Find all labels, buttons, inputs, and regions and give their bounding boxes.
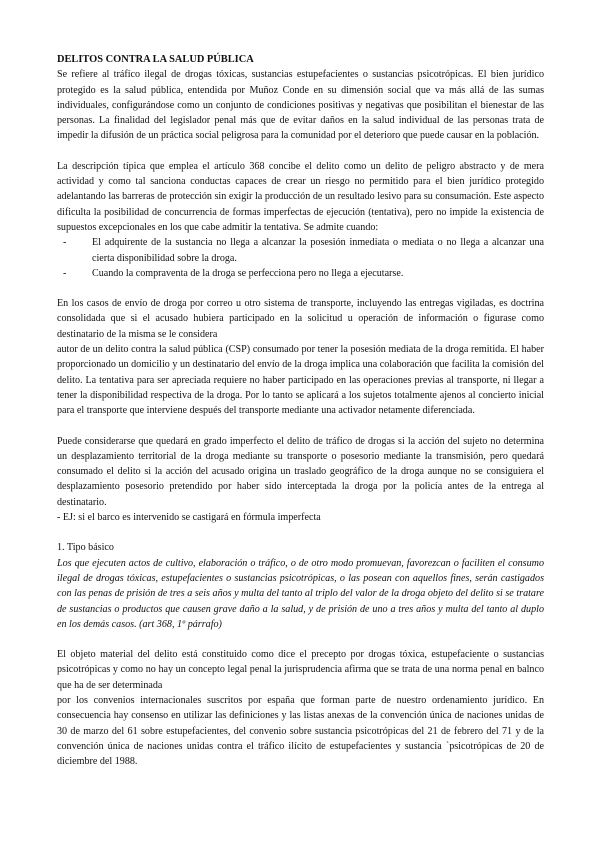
paragraph-material-object: El objeto material del delito está constituido como dice el precepto por drogas tóxica, estupefaciente o sustancias psicotrópicas y como no hay un concepto legal penal la jurisprudencia afirma que se trata de una norma penal en balnco que ha de ser determinada [57, 649, 544, 691]
section-heading: 1. Tipo básico [57, 542, 114, 554]
list-item: - Cuando la compraventa de la droga se perfecciona pero no llega a ejecutarse. [57, 266, 544, 281]
example-line: - EJ: si el barco es intervenido se castigará en fórmula imperfecta [57, 512, 321, 524]
paragraph-intro: Se refiere al tráfico ilegal de drogas tóxicas, sustancias estupefacientes o sustancias psicotrópicas. El bien jurídico protegido es la salud pública, entendida por Muñoz Conde en su dimensión social que va más allá de las sumas individuales, configurándose como un conjunto de condiciones positivas y negativas que posibilitan el bienestar de las personas. La finalidad del legislador penal más que de evitar daños en la salud individual de las personas trata de impedir la difusión de un práctica social peligrosa para la comunidad por el deterioro que puede causar en la población. [57, 69, 544, 142]
document-title: DELITOS CONTRA LA SALUD PÚBLICA [57, 54, 254, 65]
paragraph-imperfect-degree: Puede considerarse que quedará en grado imperfecto el delito de tráfico de drogas si la acción del sujeto no determina un desplazamiento territorial de la droga mediante su transporte o posesorio mediante la transmisión, pero quedará consumado el delito si la acción del acusado origina un traslado geográfico de la droga aunque no se consiguiera el desplazamiento posesorio pretendido por haber sido interceptada la droga por la policía antes de la entrega al destinatario. [57, 435, 544, 508]
paragraph-shipping-cases-cont: autor de un delito contra la salud pública (CSP) consumado por tener la posesión mediata de la droga remitida. El haber proporcionado un domicilio y un destinatario del envío de la droga implica una colaboración que facilita la comisión del delito. La tentativa para ser apreciada requiere no haber participado en las operaciones previas al transporte, ni llegar a tener la disponibilidad respectiva de la droga. Por lo tanto se aplicará a los sujetos totalmente ajenos al concierto inicial para el transporte que interviene después del transporte mediante una activador netamente diferenciada. [57, 344, 544, 417]
attempt-cases-list [57, 235, 544, 281]
paragraph-shipping-cases: En los casos de envío de droga por correo u otro sistema de transporte, incluyendo las entregas vigiladas, es doctrina consolidada que si el acusado hubiera participado en la solicitud u operación de información o figurase como destinatario de la misma se le considera [57, 298, 544, 340]
legal-quote: Los que ejecuten actos de cultivo, elaboración o tráfico, o de otro modo promuevan, favorezcan o faciliten el consumo ilegal de drogas tóxicas, estupefacientes o sustancias psicotrópicas, o las posean con aquellos fines, serán castigados con las penas de prisión de tres a seis años y multa del tanto al triplo del valor de la droga objeto del delito si se tratare de sustancias o productos que causen grave daño a la salud, y de prisión de uno a tres años y multa del tanto al duplo en los demás casos. (art 368, 1º párrafo) [57, 557, 544, 630]
paragraph-material-object-cont: por los convenios internacionales suscritos por españa que forman parte de nuestro ordenamiento jurídico. En consecuencia hay consenso en utilizar las definiciones y las listas anexas de la convención única de naciones unidas de 30 de marzo del 61 sobre estupefacientes, del convenio sobre sustancia psicotrópicas del 21 de febrero del 71 y de la convención única de naciones unidas contra el tráfico ilícito de estupefacientes y sustancia `psicotrópicas de 20 de diciembre del 1988. [57, 694, 544, 768]
paragraph-typical-description: La descripción típica que emplea el artículo 368 concibe el delito como un delito de peligro abstracto y de mera actividad y como tal sanciona conductas capaces de crear un riesgo no permitido para el bien jurídico protegido adelantando las barreras de protección sin exigir la producción de un resultado lesivo para su consumación. Este aspecto dificulta la posibilidad de concurrencia de formas imperfectas de ejecución (tentativa), pero no impide la existencia de supuestos excepcionales en los que cabe admitir la tentativa. Se admite cuando: [57, 160, 544, 233]
dash-bullet: - [63, 267, 67, 279]
dash-bullet: - [63, 237, 67, 249]
list-item: - El adquirente de la sustancia no llega a alcanzar la posesión inmediata o mediata o no llega a alcanzar una cierta disponibilidad sobre la droga. [63, 237, 544, 264]
